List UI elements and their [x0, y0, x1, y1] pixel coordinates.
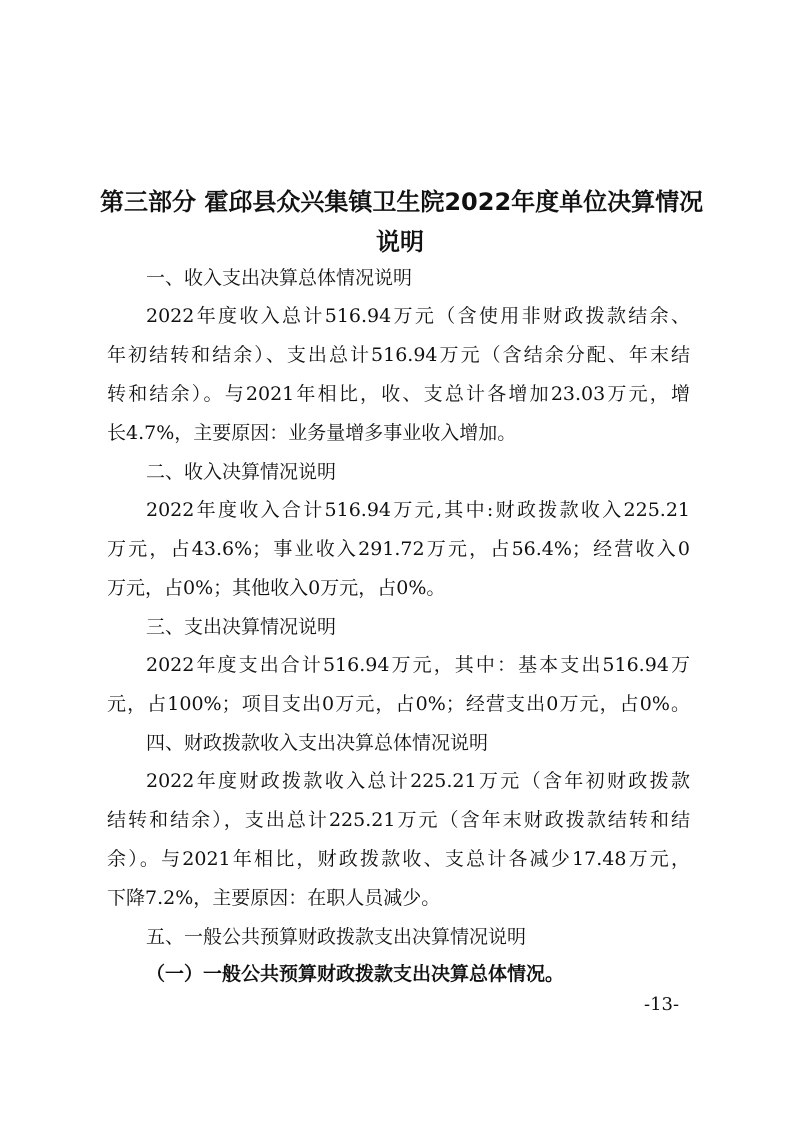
section-2-heading: 二、收入决算情况说明 — [146, 461, 337, 483]
section-2-line: 万元，占0%；其他收入0万元，占0%。 — [107, 577, 446, 599]
section-4-line: 下降7.2%，主要原因：在职人员减少。 — [107, 887, 441, 909]
section-3-line: 元，占100%；项目支出0万元，占0%；经营支出0万元，占0%。 — [107, 693, 690, 715]
section-4-line: 2022年度财政拨款收入总计225.21万元（含年初财政拨款 — [146, 770, 690, 792]
section-2-line: 万元，占43.6%；事业收入291.72万元，占56.4%；经营收入0 — [107, 538, 690, 560]
document-title-continuation: 说明 — [376, 228, 424, 256]
document-title: 第三部分 霍邱县众兴集镇卫生院2022年度单位决算情况 — [100, 188, 704, 216]
section-1-line: 年初结转和结余）、支出总计516.94万元（含结余分配、年末结 — [107, 344, 690, 366]
section-4-line: 余）。与2021年相比，财政拨款收、支总计各减少17.48万元， — [107, 848, 690, 870]
section-1-heading: 一、收入支出决算总体情况说明 — [146, 267, 413, 289]
section-1-line: 转和结余）。与2021年相比，收、支总计各增加23.03万元，增 — [107, 383, 690, 405]
page-number: -13- — [644, 994, 680, 1015]
section-4-line: 结转和结余），支出总计225.21万元（含年末财政拨款结转和结 — [107, 809, 690, 831]
section-4-heading: 四、财政拨款收入支出决算总体情况说明 — [146, 732, 489, 754]
section-3-line: 2022年度支出合计516.94万元，其中：基本支出516.94万 — [146, 654, 690, 676]
section-3-heading: 三、支出决算情况说明 — [146, 616, 337, 638]
section-5-subheading: （一）一般公共预算财政拨款支出决算总体情况。 — [146, 963, 565, 985]
section-2-line: 2022年度收入合计516.94万元,其中:财政拨款收入225.21 — [146, 499, 690, 521]
section-1-line: 长4.7%，主要原因：业务量增多事业收入增加。 — [107, 422, 517, 444]
section-5-heading: 五、一般公共预算财政拨款支出决算情况说明 — [146, 926, 527, 948]
section-1-line: 2022年度收入总计516.94万元（含使用非财政拨款结余、 — [146, 305, 690, 327]
